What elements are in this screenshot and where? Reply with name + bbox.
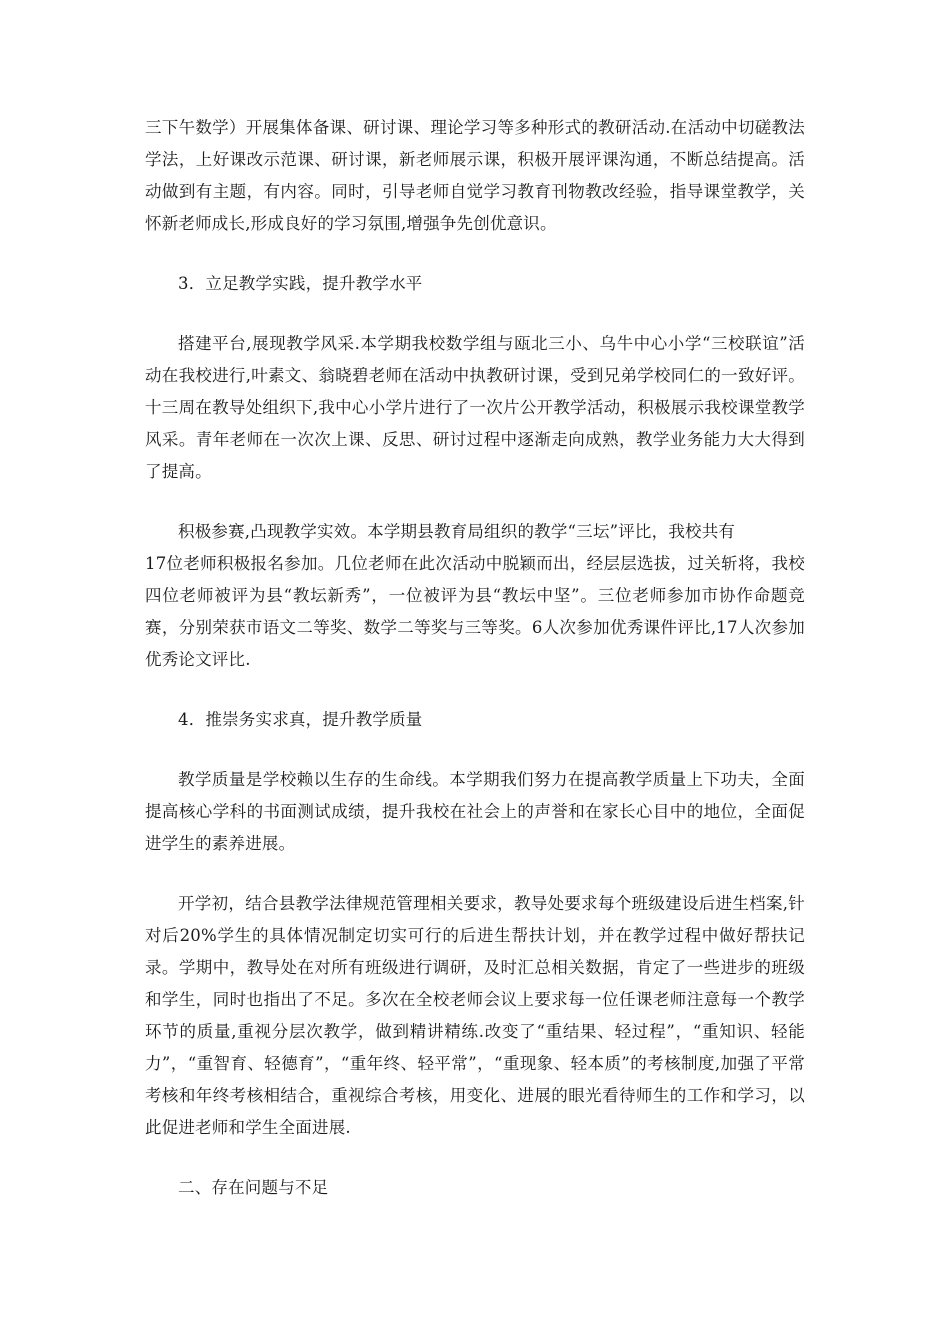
paragraph-teaching-research: 三下午数学）开展集体备课、研讨课、理论学习等多种形式的教研活动.在活动中切磋教法学法，上好课改示范课、研讨课，新老师展示课，积极开展评课沟通，不断总结提高。活动做到有主题，有内容。同时，引导老师自觉学习教育刊物教改经验，指导课堂教学，关怀新老师成长,形成良好的学习氛围,增强争先创优意识。 [145, 118, 805, 233]
heading-problems-shortcomings: 二、存在问题与不足 [178, 1178, 329, 1197]
heading-teaching-quality: 4．推崇务实求真，提升教学质量 [178, 710, 423, 729]
paragraph-competition-results [145, 516, 805, 676]
paragraph-quality-lifeline: 教学质量是学校赖以生存的生命线。本学期我们努力在提高教学质量上下功夫，全面提高核心学科的书面测试成绩，提升我校在社会上的声誉和在家长心目中的地位，全面促进学生的素养进展。 [145, 770, 805, 853]
paragraph-competition-rest: 17位老师积极报名参加。几位老师在此次活动中脱颖而出，经层层选拔，过关斩将，我校四位老师被评为县“教坛新秀”，一位被评为县“教坛中坚”。三位老师参加市协作命题竞赛，分别荣获市语文二等奖、数学二等奖与三等奖。6人次参加优秀课件评比,17人次参加优秀论文评比. [145, 554, 805, 669]
document-page [145, 112, 805, 1204]
paragraph-platform-showcase: 搭建平台,展现教学风采.本学期我校数学组与瓯北三小、乌牛中心小学“三校联谊”活动在我校进行,叶素文、翁晓碧老师在活动中执教研讨课，受到兄弟学校同仁的一致好评。十三周在教导处组织下,我中心小学片进行了一次片公开教学活动，积极展示我校课堂教学风采。青年老师在一次次上课、反思、研讨过程中逐渐走向成熟，教学业务能力大大得到了提高。 [145, 334, 805, 481]
heading-teaching-practice: 3．立足教学实践，提升教学水平 [178, 274, 423, 293]
paragraph-student-support: 开学初，结合县教学法律规范管理相关要求，教导处要求每个班级建设后进生档案,针对后20%学生的具体情况制定切实可行的后进生帮扶计划，并在教学过程中做好帮扶记录。学期中，教导处在对所有班级进行调研，及时汇总相关数据，肯定了一些进步的班级和学生，同时也指出了不足。多次在全校老师会议上要求每一位任课老师注意每一个教学环节的质量,重视分层次教学，做到精讲精练.改变了“重结果、轻过程”，“重知识、轻能力”，“重智育、轻德育”，“重年终、轻平常”，“重现象、轻本质”的考核制度,加强了平常考核和年终考核相结合，重视综合考核，用变化、进展的眼光看待师生的工作和学习，以此促进老师和学生全面进展. [145, 894, 805, 1137]
paragraph-competition-first-line: 积极参赛,凸现教学实效。本学期县教育局组织的教学“三坛”评比，我校共有 [178, 522, 736, 541]
